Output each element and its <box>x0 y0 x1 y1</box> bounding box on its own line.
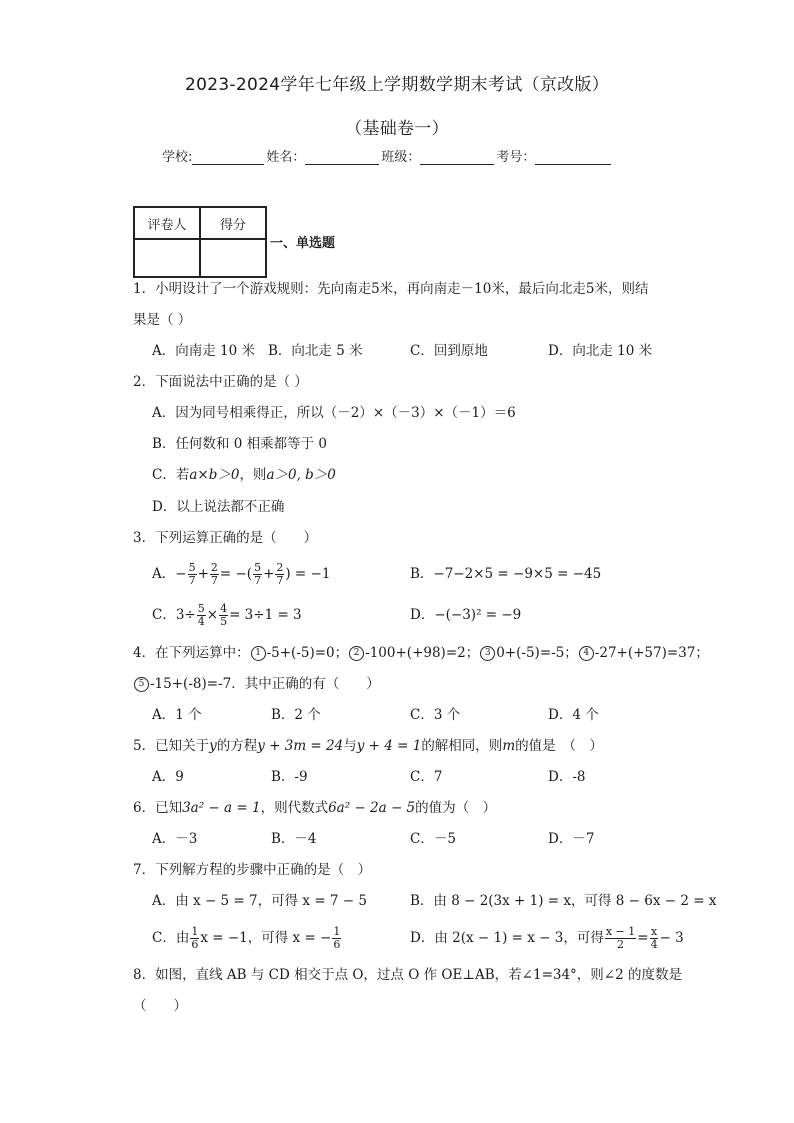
q7-option-c <box>152 926 342 951</box>
q4-stem-line1 <box>133 643 709 663</box>
q4-item3: 0+(-5)=-5； <box>496 645 578 661</box>
fraction: $\frac{1}{6}$ <box>333 925 341 951</box>
q5-option-a: A．9 <box>152 769 184 785</box>
q2-stem: 2．下面说法中正确的是（ ） <box>133 374 308 390</box>
class-label: 班级： <box>381 150 421 165</box>
q7-c-prefix: C．由 <box>152 930 190 946</box>
q1-option-c: C．回到原地 <box>410 343 488 359</box>
q3-a-label: A． <box>152 566 176 582</box>
q5-stem-b: 的方程 <box>216 738 258 754</box>
q6-stem-b: ，则代数式 <box>260 800 329 816</box>
fraction: $\frac{x}{4}$ <box>650 925 658 951</box>
q2-c-expr2: a＞0, b＞0 <box>266 467 336 483</box>
q4-item5: -15+(-8)=-7．其中正确的有（ ） <box>150 676 380 692</box>
q5-stem-d: 的解相同，则 <box>421 738 503 754</box>
q4-option-b: B．2 个 <box>271 707 321 723</box>
q1-stem-line2: 果是（ ） <box>133 312 192 328</box>
q3-option-b: B．−7−2×5 = −9×5 = −45 <box>410 566 602 582</box>
exam-no-blank <box>535 150 611 165</box>
q3-stem: 3．下列运算正确的是（ ） <box>133 530 318 546</box>
score-table <box>133 206 267 278</box>
fraction: $\frac{1}{6}$ <box>191 925 199 951</box>
class-blank <box>420 150 494 165</box>
q3-option-a: A．− $\frac{5}{7}$ + $\frac{2}{7}$ = −( $\frac{5}{7}$ + $\frac{2}{7}$ ) = −1 <box>152 561 331 587</box>
exam-title: 2023-2024学年七年级上学期数学期末考试（京改版） <box>184 75 610 95</box>
fraction: $\frac{5}{7}$ <box>188 561 196 587</box>
q6-eq2: 6a² − 2a − 5 <box>328 800 416 816</box>
q5-var-m: m <box>502 738 516 754</box>
q2-option-a: A．因为同号相乘得正，所以（－2）×（－3）×（－1）＝6 <box>152 405 516 421</box>
q5-eq1: y + 3m = 24 <box>257 738 344 754</box>
name-blank <box>305 150 379 165</box>
q7-stem: 7．下列解方程的步骤中正确的是（ ） <box>133 862 372 878</box>
q4-option-a: A．1 个 <box>152 707 202 723</box>
q7-option-a: A．由 x − 5 = 7，可得 x = 7 − 5 <box>152 893 367 909</box>
q5-option-b: B．-9 <box>271 769 308 785</box>
circled-number: 2 <box>349 646 364 661</box>
fraction: $\frac{5}{7}$ <box>254 561 262 587</box>
q6-option-d: D．－7 <box>548 831 595 847</box>
q5-option-c: C．7 <box>410 769 443 785</box>
grader-cell <box>134 239 200 277</box>
q2-c-mid: ，则 <box>239 467 267 483</box>
q7-option-b: B．由 8 − 2(3x + 1) = x，可得 8 − 6x − 2 = x <box>410 893 717 909</box>
q7-option-d <box>410 926 684 951</box>
q6-option-c: C．－5 <box>410 831 456 847</box>
q3-c-label: C． <box>152 607 176 623</box>
q4-item2: -100+(+98)=2； <box>365 645 480 661</box>
q8-stem-line1: 8．如图，直线 AB 与 CD 相交于点 O，过点 O 作 OE⊥AB，若∠1=34°，则∠2 的度数是 <box>133 967 682 983</box>
q6-stem-a: 6．已知 <box>133 800 183 816</box>
fraction: $\frac{4}{5}$ <box>220 602 228 628</box>
q2-c-expr1: a×b＞0 <box>189 467 240 483</box>
q6-option-b: B．－4 <box>271 831 317 847</box>
q2-c-prefix: C．若 <box>152 467 190 483</box>
q1-option-d: D．向北走 10 米 <box>548 343 653 359</box>
circled-number: 1 <box>251 646 266 661</box>
q6-option-a: A．－3 <box>152 831 198 847</box>
exam-no-label: 考号： <box>496 150 536 165</box>
q5-option-d: D．-8 <box>548 769 586 785</box>
q4-option-c: C．3 个 <box>410 707 461 723</box>
q1-option-b: B．向北走 5 米 <box>268 343 363 359</box>
q5-eq2: y + 4 = 1 <box>356 738 422 754</box>
exam-subtitle: （基础卷一） <box>345 119 449 139</box>
grader-header: 评卷人 <box>134 207 200 239</box>
q5-stem-e: 的值是 （ ） <box>515 738 603 754</box>
q6-eq1: 3a² − a = 1 <box>182 800 261 816</box>
score-cell <box>200 239 266 277</box>
q7-d-suffix: − 3 <box>659 930 684 946</box>
circled-number: 3 <box>480 646 495 661</box>
circled-number: 5 <box>134 677 149 692</box>
q4-item1: -5+(-5)=0； <box>266 645 349 661</box>
fraction: $\frac{x - 1}{2}$ <box>605 925 636 951</box>
q5-stem <box>133 736 603 756</box>
school-label: 学校: <box>162 150 193 165</box>
q5-stem-a: 5．已知关于 <box>133 738 210 754</box>
circled-number: 4 <box>579 646 594 661</box>
q7-c-mid: x = −1，可得 x = − <box>200 930 332 946</box>
q6-stem <box>133 798 496 818</box>
q4-stem-prefix: 4．在下列运算中： <box>133 645 250 661</box>
school-blank <box>192 150 264 165</box>
q7-d-mid: = <box>637 930 649 946</box>
q6-stem-c: 的值为（ ） <box>415 800 497 816</box>
q2-option-c <box>152 465 336 485</box>
q3-option-c: C．3÷ $\frac{5}{4}$ × $\frac{4}{5}$ = 3÷1 = 3 <box>152 602 302 628</box>
name-label: 姓名： <box>266 150 306 165</box>
score-header: 得分 <box>200 207 266 239</box>
fraction: $\frac{2}{7}$ <box>276 561 284 587</box>
fraction: $\frac{5}{4}$ <box>197 602 205 628</box>
q4-option-d: D．4 个 <box>548 707 599 723</box>
q1-stem-line1: 1．小明设计了一个游戏规则：先向南走5米，再向南走－10米，最后向北走5米，则结 <box>133 281 649 297</box>
q5-stem-c: 与 <box>343 738 357 754</box>
q3-option-d: D．−(−3)² = −9 <box>410 607 522 623</box>
q8-stem-line2: （ ） <box>133 998 187 1014</box>
q2-option-b: B．任何数和 0 相乘都等于 0 <box>152 436 327 452</box>
q2-option-d: D．以上说法都不正确 <box>152 499 285 515</box>
q7-d-prefix: D．由 2(x − 1) = x − 3，可得 <box>410 930 604 946</box>
fraction: $\frac{2}{7}$ <box>210 561 218 587</box>
section-title: 一、单选题 <box>270 236 336 251</box>
q1-option-a: A．向南走 10 米 <box>152 343 256 359</box>
q4-stem-line2 <box>133 674 380 694</box>
student-info-line <box>162 146 613 165</box>
q4-item4: -27+(+57)=37； <box>594 645 709 661</box>
q5-var-y: y <box>209 738 217 754</box>
